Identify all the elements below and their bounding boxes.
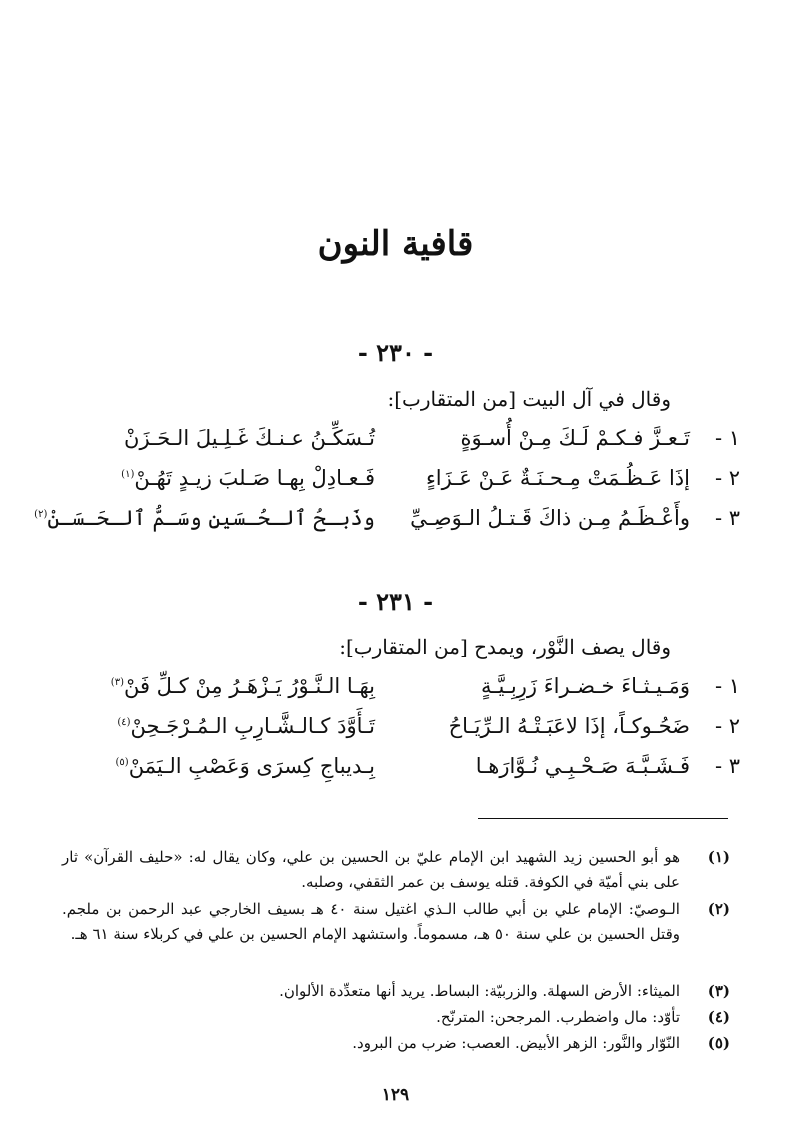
footnote-text: تأوّد: مال واضطرب. المرجحن: المترنّح. (436, 1008, 680, 1026)
verse-number: ١ - (714, 674, 740, 698)
hemistich-text: تَـأَوَّدَ كـالـشَّـارِبِ الـمُـرْجَـحِنْ (130, 714, 375, 738)
verse-first-hemistich: تَـعـزَّ فـكـمْ لَـكَ مِـنْ أُسـوَةٍ (460, 426, 690, 450)
verse-first-hemistich: وأَعْـظَـمُ مِـن ذاكَ قَـتـلُ الـوَصِـيِّ (410, 506, 690, 530)
footnote-number: (٥) (707, 1034, 730, 1052)
verse-number: ١ - (714, 426, 740, 450)
chapter-title: قافية النون (317, 224, 474, 264)
footnote-number: (٢) (707, 900, 730, 918)
footnote-text: الـوصيّ: الإمام علي بن أبي طالب الـذي اغتيل سنة ٤٠ هـ بسيف الخارجي عبد الرحمن بن ملجم. وقتل الحسين بن علي سنة ٥٠ هـ، مسموماً. واستشهد الإمام الحسين بن علي في كربلاء سنة ٦١ هـ. (62, 900, 680, 943)
verse-first-hemistich: وَمَـيـثـاءَ خـضـراءَ زَرِبِـيَّـةٍ (481, 674, 690, 698)
footnote (62, 845, 730, 895)
footnote-marker[interactable]: (٣) (110, 677, 124, 688)
verse-second-hemistich (34, 498, 375, 538)
footnote-text: هو أبو الحسين زيد الشهيد ابن الإمام عليّ بن الحسين بن علي، وكان يقال له: «حليف القرآن» ثار على بني أميّة في الكوفة. قتله يوسف بن عمر الثقفي، وصلبه. (62, 848, 680, 891)
verse-first-hemistich: فَـشَـبَّـهَ صَـحْـبِـي نُـوَّارَهـا (475, 754, 690, 778)
verse-number: ٣ - (714, 754, 740, 778)
verse-line (60, 706, 740, 746)
hemistich-text: تُـسَكِّـنُ عـنـكَ غَـلِـيلَ الـحَـزَنْ (124, 426, 375, 450)
footnote-number: (٣) (707, 982, 730, 1000)
footnote-marker[interactable]: (٢) (34, 509, 48, 520)
hemistich-text: وذَبـحُ ٱلـحُـسَينِ وسَـمُّ ٱلـحَـسَـنْ (47, 506, 375, 530)
poem-intro: وقال يصف النَّوْر، ويمدح [من المتقارب]: (339, 635, 671, 659)
verse-second-hemistich (60, 418, 375, 458)
footnote (62, 1031, 730, 1056)
footnote-text: النّوّار والنَّور: الزهر الأبيض. العصب: ضرب من البرود. (352, 1034, 680, 1052)
verse-number: ٢ - (714, 466, 740, 490)
verse-second-hemistich (60, 666, 375, 706)
hemistich-text: فَـعـادِلْ بِهـا صَـلبَ زيـدٍ تَهُـنْ (134, 466, 375, 490)
verse-line (60, 746, 740, 786)
hemistich-text: بِهَـا الـنَّـوْرُ يَـزْهَـرُ مِنْ كـلِّ فَنْ (123, 674, 375, 698)
footnote-text: الميثاء: الأرض السهلة. والزربيّة: البساط. يريد أنها متعدِّدة الألوان. (279, 982, 680, 1000)
poem-intro: وقال في آل البيت [من المتقارب]: (387, 387, 671, 411)
verse-line (60, 666, 740, 706)
verse-line (60, 418, 740, 458)
footnote-number: (١) (707, 848, 730, 866)
verse-second-hemistich (60, 458, 375, 498)
hemistich-text: بِـديباجِ كِسرَى وَعَصْبِ الـيَمَنْ (128, 754, 375, 778)
verse-first-hemistich: إذَا عَـظُـمَتْ مِـحـنَـةٌ عَـنْ عَـزَاءٍ (425, 466, 690, 490)
verse-first-hemistich: ضَحُـوكـاً، إذَا لاعَبَـتْـهُ الـرِّيَـاحُ (448, 714, 690, 738)
poem-number: - ٢٣١ - (357, 587, 434, 616)
page-number: ١٢٩ (381, 1085, 410, 1105)
footnote-divider (478, 818, 728, 819)
verse-second-hemistich (60, 706, 375, 746)
footnote-marker[interactable]: (٥) (115, 757, 129, 768)
footnote (62, 897, 730, 973)
footnote-marker[interactable]: (١) (121, 469, 135, 480)
footnote (62, 1005, 730, 1030)
verse-line (60, 458, 740, 498)
verse-line (34, 498, 740, 538)
footnote-number: (٤) (707, 1008, 730, 1026)
footnote (62, 979, 730, 1004)
verse-number: ٣ - (714, 506, 740, 530)
verse-second-hemistich (60, 746, 375, 786)
verse-number: ٢ - (714, 714, 740, 738)
footnote-marker[interactable]: (٤) (117, 717, 131, 728)
poem-number: - ٢٣٠ - (357, 338, 434, 367)
